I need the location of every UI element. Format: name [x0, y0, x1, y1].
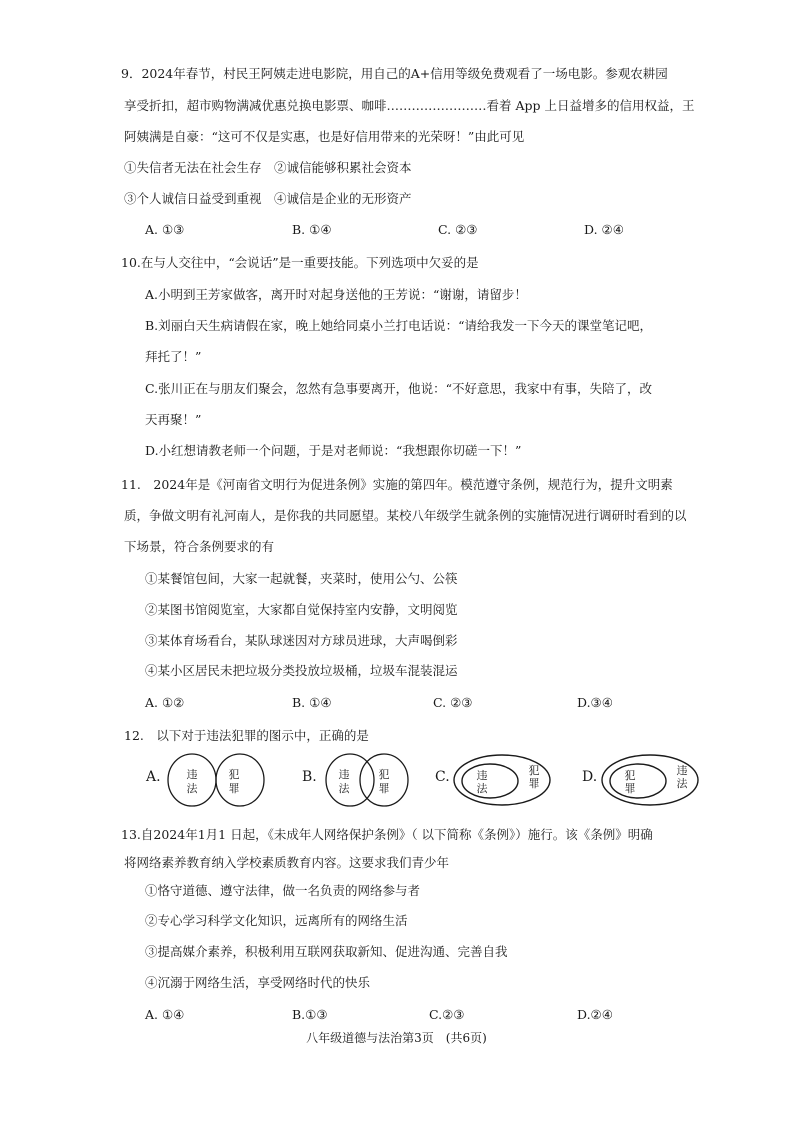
svg-text:犯: 犯	[378, 768, 390, 781]
q13-choice-d[interactable]: D.②④	[577, 1007, 613, 1022]
q11-choice-d[interactable]: D.③④	[577, 695, 613, 710]
q13-stem-line2: 将网络素养教育纳入学校素质教育内容。这要求我们青少年	[124, 855, 450, 870]
q13-choice-c[interactable]: C.②③	[429, 1007, 465, 1022]
svg-text:法: 法	[338, 782, 350, 795]
q13-item-2: ②专心学习科学文化知识，远离所有的网络生活	[145, 913, 408, 928]
q12-a-label-fanzui-1: 犯	[228, 768, 240, 781]
q12-diagram-a[interactable]	[164, 752, 270, 808]
q11-item-3: ③某体育场看台，某队球迷因对方球员进球，大声喝倒彩	[145, 633, 458, 648]
q12-diagram-c[interactable]	[450, 752, 554, 808]
q9-item-row2: ③个人诚信日益受到重视 ④诚信是企业的无形资产	[124, 191, 412, 206]
svg-text:违: 违	[338, 768, 350, 781]
q9-choice-d[interactable]: D. ②④	[584, 222, 624, 237]
q11-choice-c[interactable]: C. ②③	[433, 695, 473, 710]
q12-diagram-d[interactable]	[598, 752, 702, 808]
svg-text:罪: 罪	[378, 782, 390, 795]
q13-item-1: ①恪守道德、遵守法律，做一名负责的网络参与者	[145, 883, 421, 898]
q11-item-1: ①某餐馆包间，大家一起就餐，夹菜时，使用公勺、公筷	[145, 571, 458, 586]
q12-a-label-weifa-1: 违	[186, 768, 198, 781]
q9-stem-line2: 享受折扣，超市购物满减优惠兑换电影票、咖啡……………………看着 App 上日益增多的信用权益，王	[124, 98, 695, 113]
q13-item-3: ③提高媒介素养，积极利用互联网获取新知、促进沟通、完善自我	[145, 944, 508, 959]
q11-stem-line2: 质，争做文明有礼河南人，是你我的共同愿望。某校八年级学生就条例的实施情况进行调研时看到的以	[124, 508, 687, 523]
q10-option-b-line1[interactable]: B.刘丽白天生病请假在家，晚上她给同桌小兰打电话说：“请给我发一下今天的课堂笔记吧，	[145, 318, 653, 333]
q10-stem: 10.在与人交往中，“会说话”是一重要技能。下列选项中欠妥的是	[121, 255, 479, 270]
svg-text:违: 违	[676, 764, 688, 777]
q11-stem-line1: 11. 2024年是《河南省文明行为促进条例》实施的第四年。模范遵守条例，规范行为，提升文明素	[121, 477, 673, 492]
q11-stem-line3: 下场景，符合条例要求的有	[124, 539, 275, 554]
q12-choice-b[interactable]: B.	[302, 769, 317, 785]
q9-choice-b[interactable]: B. ①④	[292, 222, 332, 237]
q10-option-d[interactable]: D.小红想请教老师一个问题，于是对老师说：“我想跟你切磋一下！”	[145, 443, 522, 458]
q10-option-c-line1[interactable]: C.张川正在与朋友们聚会，忽然有急事要离开，他说：“不好意思，我家中有事，失陪了，改	[145, 381, 652, 396]
q10-option-a[interactable]: A.小明到王芳家做客，离开时对起身送他的王芳说：“谢谢，请留步！	[145, 287, 527, 302]
q12-choice-d[interactable]: D.	[582, 769, 598, 785]
q13-choice-a[interactable]: A. ①④	[145, 1007, 185, 1022]
svg-text:罪: 罪	[528, 777, 540, 790]
svg-text:违: 违	[476, 769, 488, 782]
q11-item-4: ④某小区居民未把垃圾分类投放垃圾桶，垃圾车混装混运	[145, 663, 458, 678]
q12-choice-c[interactable]: C.	[435, 769, 450, 785]
q13-item-4: ④沉溺于网络生活，享受网络时代的快乐	[145, 975, 371, 990]
q10-option-c-line2: 天再聚！”	[145, 412, 202, 427]
q11-choice-a[interactable]: A. ①②	[145, 695, 185, 710]
q10-option-b-line2: 拜托了！”	[145, 349, 202, 364]
q12-stem: 12. 以下对于违法犯罪的图示中，正确的是	[124, 728, 369, 743]
q12-diagram-b[interactable]	[320, 752, 416, 808]
svg-text:法: 法	[676, 777, 688, 790]
svg-text:犯: 犯	[528, 764, 540, 777]
q12-choice-a[interactable]: A.	[146, 769, 161, 785]
q9-choice-a[interactable]: A. ①③	[145, 222, 185, 237]
svg-text:罪: 罪	[624, 782, 636, 795]
q13-choice-b[interactable]: B.①③	[292, 1007, 328, 1022]
q12-a-label-weifa-2: 法	[186, 782, 198, 795]
q9-choice-c[interactable]: C. ②③	[438, 222, 478, 237]
q9-item-row1: ①失信者无法在社会生存 ②诚信能够积累社会资本	[124, 160, 412, 175]
q9-stem-line3: 阿姨满是自豪：“这可不仅是实惠，也是好信用带来的光荣呀！”由此可见	[124, 129, 525, 144]
q11-choice-b[interactable]: B. ①④	[292, 695, 332, 710]
q9-stem-line1: 9．2024年春节，村民王阿姨走进电影院，用自己的A+信用等级免费观看了一场电影。参观农耕园	[121, 66, 668, 81]
q11-item-2: ②某图书馆阅览室，大家都自觉保持室内安静，文明阅览	[145, 602, 458, 617]
q12-a-label-fanzui-2: 罪	[228, 782, 240, 795]
svg-text:犯: 犯	[624, 769, 636, 782]
svg-text:法: 法	[476, 782, 488, 795]
page-footer: 八年级道德与法治第3页 (共6页)	[306, 1031, 487, 1045]
q13-stem-line1: 13.自2024年1月1 日起，《未成年人网络保护条例》（ 以下简称《条例》）施行。该《条例》明确	[121, 827, 653, 842]
